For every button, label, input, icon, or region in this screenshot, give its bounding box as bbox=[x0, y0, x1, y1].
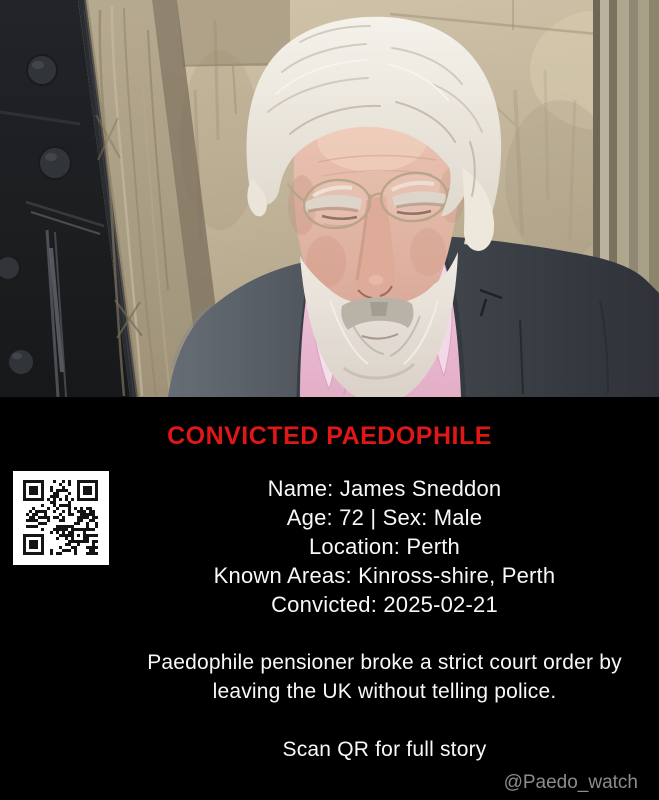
info-line-name: Name: James Sneddon bbox=[267, 476, 502, 501]
scan-qr-label: Scan QR for full story bbox=[282, 738, 487, 761]
spacer bbox=[110, 706, 659, 735]
suspect-photo bbox=[0, 0, 659, 397]
spacer bbox=[110, 619, 659, 648]
qr-canvas bbox=[22, 479, 100, 557]
photo-haze-overlay bbox=[0, 0, 659, 397]
watermark-handle: @Paedo_watch bbox=[503, 772, 638, 793]
info-line-age-sex: Age: 72 | Sex: Male bbox=[286, 505, 483, 530]
headline: CONVICTED PAEDOPHILE bbox=[167, 422, 492, 450]
description-line-2: leaving the UK without telling police. bbox=[212, 680, 557, 703]
offender-details bbox=[110, 474, 659, 764]
info-line-convicted: Convicted: 2025-02-21 bbox=[271, 592, 498, 617]
info-line-known-areas: Known Areas: Kinross-shire, Perth bbox=[213, 563, 556, 588]
qr-code bbox=[13, 471, 109, 565]
info-line-location: Location: Perth bbox=[309, 534, 460, 559]
description-line-1: Paedophile pensioner broke a strict court order by bbox=[147, 651, 622, 674]
